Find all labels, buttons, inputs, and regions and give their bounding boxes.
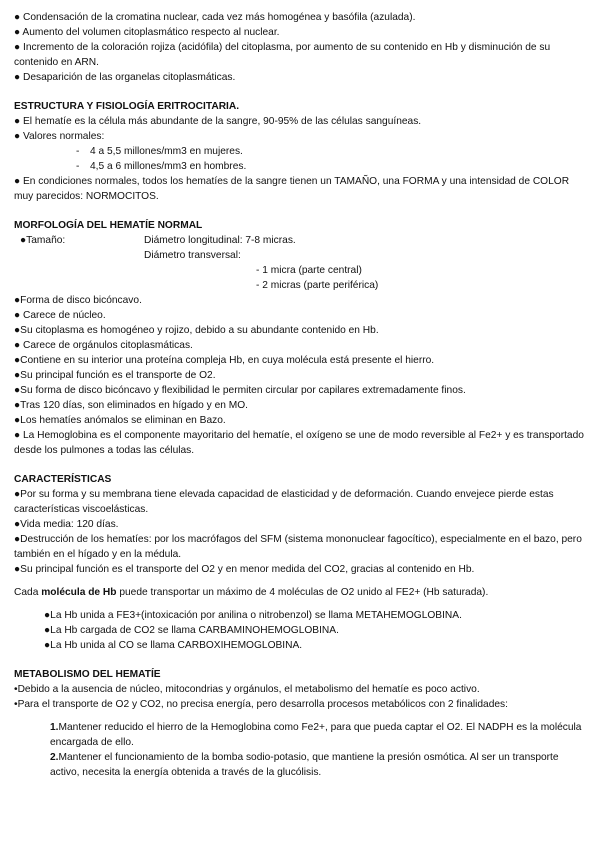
- hb-capacity: [14, 585, 586, 600]
- micra-periferica: - 2 micras (parte periférica): [256, 280, 379, 291]
- normal-value-women: [14, 144, 586, 159]
- morfologia-item: ●Tras 120 días, son eliminados en hígado y en MO.: [14, 400, 248, 411]
- purpose-text: Mantener el funcionamiento de la bomba sodio-potasio, que mantiene la presión osmótica. Al ser un transporte activo, necesita la energía obtenida a través de la glucólisis.: [50, 752, 559, 778]
- section-title-morfologia: MORFOLOGÍA DEL HEMATÍE NORMAL: [14, 220, 203, 231]
- normal-value-men: [14, 159, 586, 174]
- morfologia-item: ● Carece de orgánulos citoplasmáticas.: [14, 340, 193, 351]
- hb-rest: puede transportar un máximo de 4 moléculas de O2 unido al FE2+ (Hb saturada).: [119, 587, 489, 598]
- intro-item: ● Aumento del volumen citoplasmático respecto al nuclear.: [14, 27, 280, 38]
- normal-value-text: 4,5 a 6 millones/mm3 en hombres.: [90, 161, 247, 172]
- caracteristicas-item: ●Por su forma y su membrana tiene elevada capacidad de elasticidad y de deformación. Cuando envejece pierde estas características viscoelásticas.: [14, 489, 554, 515]
- size-row: [14, 233, 586, 248]
- purpose-number: 1.: [50, 722, 59, 733]
- section-title-metabolismo: METABOLISMO DEL HEMATÍE: [14, 669, 161, 680]
- hb-form: ●La Hb unida a FE3+(intoxicación por anilina o nitrobenzol) se llama METAHEMOGLOBINA.: [44, 610, 462, 621]
- metabolismo-purpose-2: [14, 750, 586, 780]
- morfologia-item: ● Carece de núcleo.: [14, 310, 106, 321]
- normal-value-text: 4 a 5,5 millones/mm3 en mujeres.: [90, 146, 243, 157]
- size-label: ●Tamaño:: [20, 235, 66, 246]
- morfologia-item: ●Forma de disco bicóncavo.: [14, 295, 142, 306]
- purpose-text: Mantener reducido el hierro de la Hemoglobina como Fe2+, para que pueda captar el O2. El NADPH es la molécula encargada de ello.: [50, 722, 582, 748]
- caracteristicas-item: ●Su principal función es el transporte del O2 y en menor medida del CO2, gracias al contenido en Hb.: [14, 564, 475, 575]
- hb-form: ●La Hb unida al CO se llama CARBOXIHEMOGLOBINA.: [44, 640, 303, 651]
- section-title-estructura: ESTRUCTURA Y FISIOLOGÍA ERITROCITARIA.: [14, 101, 240, 112]
- morfologia-item: ● La Hemoglobina es el componente mayoritario del hematíe, el oxígeno se une de modo reversible al Fe2+ y es transportado desde los pulmones a todas las células.: [14, 430, 584, 456]
- section-title-caracteristicas: CARACTERÍSTICAS: [14, 474, 112, 485]
- metabolismo-item: •Debido a la ausencia de núcleo, mitocondrias y orgánulos, el metabolismo del hematíe es poco activo.: [14, 684, 480, 695]
- metabolismo-item: •Para el transporte de O2 y CO2, no precisa energía, pero desarrolla procesos metabólicos con 2 finalidades:: [14, 699, 508, 710]
- dash-marker: -: [76, 161, 80, 172]
- hb-bold-term: molécula de Hb: [41, 587, 117, 598]
- intro-item: ● Desaparición de las organelas citoplasmáticas.: [14, 72, 236, 83]
- morfologia-item: ●Su citoplasma es homogéneo y rojizo, debido a su abundante contenido en Hb.: [14, 325, 379, 336]
- morfologia-item: ●Los hematíes anómalos se eliminan en Bazo.: [14, 415, 226, 426]
- hb-form: ●La Hb cargada de CO2 se llama CARBAMINOHEMOGLOBINA.: [44, 625, 339, 636]
- morfologia-item: ●Su principal función es el transporte de O2.: [14, 370, 216, 381]
- caracteristicas-item: ●Vida media: 120 días.: [14, 519, 119, 530]
- intro-item: ● Incremento de la coloración rojiza (acidófila) del citoplasma, por aumento de su contenido en Hb y disminución de su contenido en ARN.: [14, 42, 551, 68]
- diameter-longitudinal: Diámetro longitudinal: 7-8 micras.: [144, 235, 296, 246]
- metabolismo-purpose-1: [14, 720, 586, 750]
- intro-item: ● Condensación de la cromatina nuclear, cada vez más homogénea y basófila (azulada).: [14, 12, 416, 23]
- estructura-line: ● El hematíe es la célula más abundante de la sangre, 90-95% de las células sanguíneas.: [14, 116, 422, 127]
- morfologia-item: ●Su forma de disco bicóncavo y flexibilidad le permiten circular por capilares extremadamente finos.: [14, 385, 466, 396]
- estructura-line: ● Valores normales:: [14, 131, 105, 142]
- purpose-number: 2.: [50, 752, 59, 763]
- document-page: [14, 10, 586, 780]
- morfologia-item: ●Contiene en su interior una proteína compleja Hb, en cuya molécula está presente el hierro.: [14, 355, 435, 366]
- diameter-transversal: Diámetro transversal:: [144, 250, 241, 261]
- micra-central: - 1 micra (parte central): [256, 265, 362, 276]
- estructura-line: ● En condiciones normales, todos los hematíes de la sangre tienen un TAMAÑO, una FORMA y una intensidad de COLOR muy parecidos: NORMOCITOS.: [14, 176, 570, 202]
- dash-marker: -: [76, 146, 80, 157]
- caracteristicas-item: ●Destrucción de los hematíes: por los macrófagos del SFM (sistema mononuclear fagocítico), especialmente en el bazo, pero también en el hígado y en la médula.: [14, 534, 582, 560]
- hb-prefix: Cada: [14, 587, 39, 598]
